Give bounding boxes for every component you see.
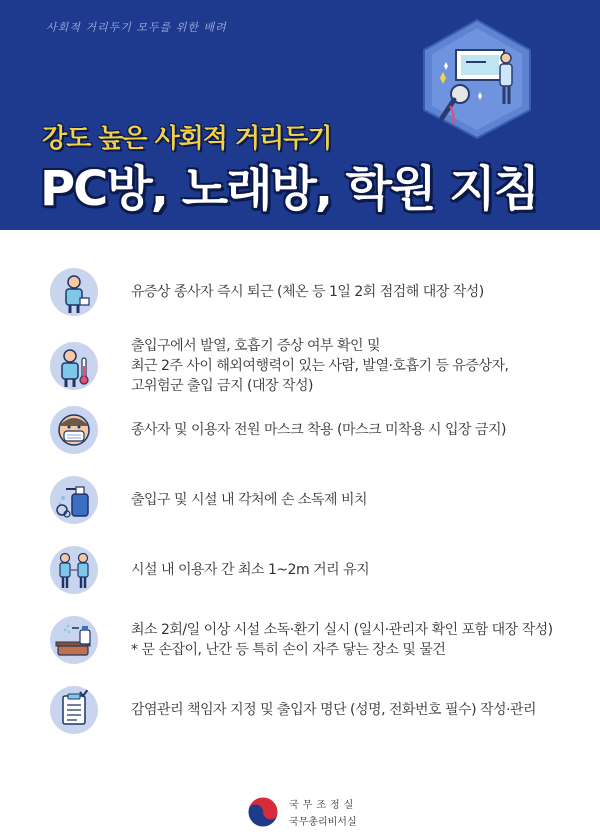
karaoke-teacher-icon (420, 18, 534, 140)
item-line: * 문 손잡이, 난간 등 특히 손이 자주 닿는 장소 및 물건 (131, 642, 446, 658)
item-text (131, 700, 536, 720)
top-note: 사회적 거리두기 모두를 위한 배려 (46, 21, 227, 34)
org-name (289, 796, 357, 828)
item-line: 종사자 및 이용자 전원 마스크 착용 (마스크 미착용 시 입장 금지) (131, 422, 507, 438)
page-title: PC방, 노래방, 학원 지침 (40, 161, 538, 217)
item-text (131, 620, 553, 660)
list-item (50, 686, 590, 734)
item-line: 유증상 종사자 즉시 퇴근 (체온 등 1일 2회 점검해 대장 작성) (131, 284, 484, 300)
item-line: 최소 2회/일 이상 시설 소독·환기 실시 (일시·관리자 확인 포함 대장 작성) (131, 622, 553, 638)
list-item (50, 616, 590, 664)
header-banner (0, 0, 600, 230)
item-line: 최근 2주 사이 해외여행력이 있는 사람, 발열·호흡기 등 유증상자, (131, 358, 509, 374)
footer-logo (247, 792, 377, 832)
list-item (50, 546, 590, 594)
checklist-icon (50, 686, 98, 734)
subtitle: 강도 높은 사회적 거리두기 (42, 124, 332, 154)
disinfect-spray-icon (50, 616, 98, 664)
taegeuk-emblem-icon (247, 796, 279, 828)
item-text (131, 560, 369, 580)
item-line: 시설 내 이용자 간 최소 1~2m 거리 유지 (131, 562, 370, 578)
org-name-bottom: 국무총리비서실 (289, 817, 357, 828)
fever-check-icon (50, 342, 98, 390)
staff-leave-icon (50, 268, 98, 316)
list-item (50, 336, 590, 396)
item-text (131, 282, 484, 302)
distance-icon (50, 546, 98, 594)
org-name-top: 국무조정실 (289, 800, 358, 811)
item-text (131, 420, 506, 440)
list-item (50, 476, 590, 524)
item-text (131, 336, 508, 396)
item-line: 감염관리 책임자 지정 및 출입자 명단 (성명, 전화번호 필수) 작성·관리 (131, 702, 537, 718)
item-line: 고위험군 출입 금지 (대장 작성) (131, 378, 314, 394)
item-line: 출입구에서 발열, 호흡기 증상 여부 확인 및 (131, 338, 381, 354)
mask-icon (50, 406, 98, 454)
item-line: 출입구 및 시설 내 각처에 손 소독제 비치 (131, 492, 368, 508)
list-item (50, 268, 590, 316)
item-text (131, 490, 367, 510)
hand-sanitizer-icon (50, 476, 98, 524)
list-item (50, 406, 590, 454)
